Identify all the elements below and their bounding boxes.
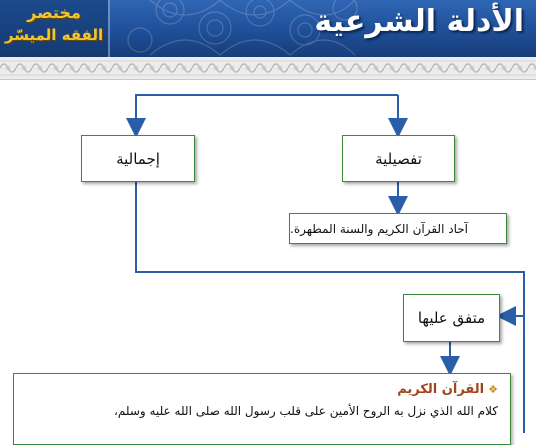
diamond-bullet-icon: ❖: [488, 383, 498, 396]
quran-definition-text: كلام الله الذي نزل به الروح الأمين على قلب رسول الله صلى الله عليه وسلم،: [114, 404, 498, 418]
logo-title-line2: الفقه الميسّر: [4, 26, 104, 44]
root-to-ijmaliya-arrow: [136, 95, 398, 128]
node-ijmaliya: إجمالية: [81, 135, 195, 182]
logo-title-line1: مختصر: [27, 3, 81, 22]
page-title: الأدلة الشرعية: [314, 4, 524, 39]
quran-heading-row: [397, 382, 498, 397]
node-muttafaq: متفق عليها: [403, 294, 500, 342]
quran-definition-panel: [13, 373, 511, 445]
node-quran-sunnah: آحاد القرآن الكريم والسنة المطهرة.: [289, 213, 507, 244]
quran-heading: القرآن الكريم: [397, 382, 485, 397]
node-tafsiliya: تفصيلية: [342, 135, 455, 182]
